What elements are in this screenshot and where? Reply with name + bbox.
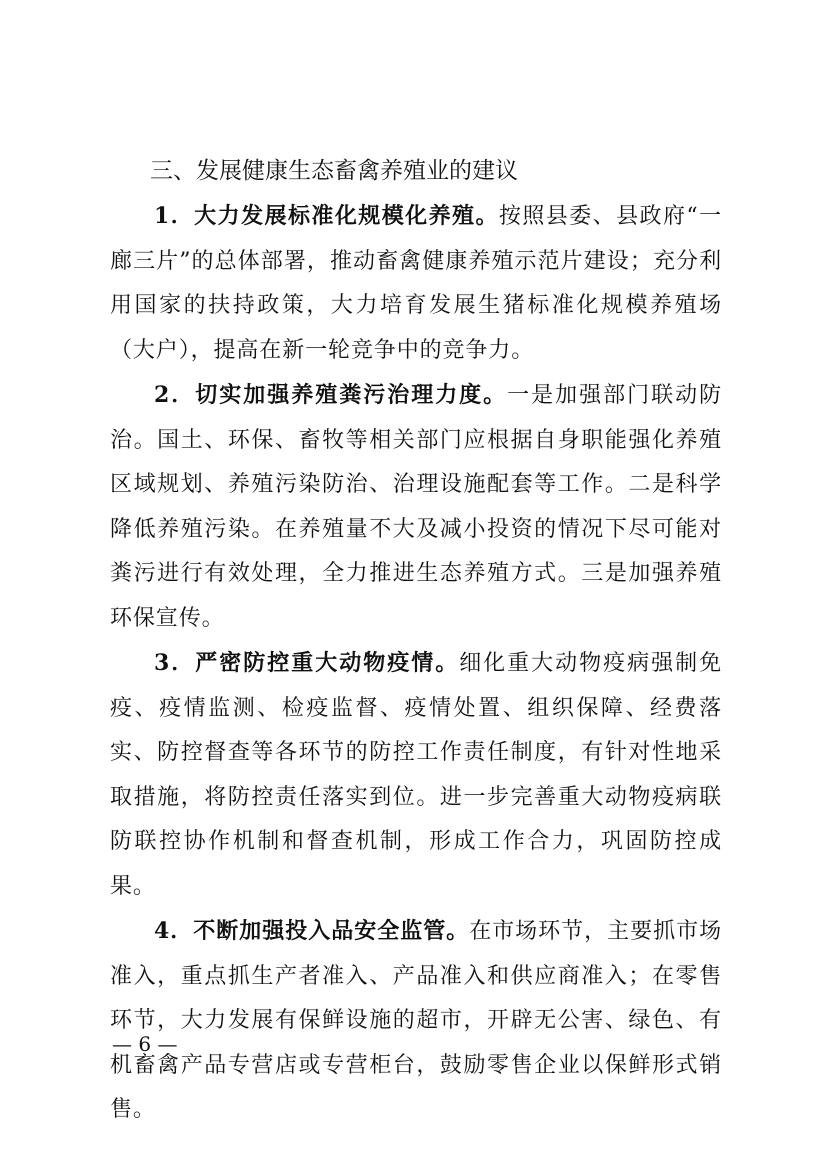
paragraph-input-supervision xyxy=(110,909,722,1133)
paragraph-text: 在市场环节，主要抓市场准入，重点抓生产者准入、产品准入和供应商准入；在零售环节，大力发展有保鲜设施的超市，开辟无公害、绿色、有机畜禽产品专营店或专营柜台，鼓励零售企业以保鲜形式销售。 xyxy=(110,919,722,1122)
page-number-dash-left: — xyxy=(112,1032,132,1056)
paragraph-epidemic-control xyxy=(110,641,722,909)
body-text xyxy=(110,194,722,1133)
paragraph-lead: 1．大力发展标准化规模化养殖。 xyxy=(154,203,499,229)
paragraph-lead: 3．严密防控重大动物疫情。 xyxy=(154,650,460,676)
paragraph-standardized-farming xyxy=(110,194,722,373)
page-number xyxy=(112,1024,232,1064)
page-number-value: 6 xyxy=(138,1032,152,1056)
paragraph-manure-treatment xyxy=(110,373,722,641)
page-number-dash-right: — xyxy=(157,1032,178,1056)
paragraph-text: 按照县委、县政府“一廊三片”的总体部署，推动畜禽健康养殖示范片建设；充分利用国家的扶持政策，大力培育发展生猪标准化规模养殖场（大户），提高在新一轮竞争中的竞争力。 xyxy=(110,204,723,363)
paragraph-text: 细化重大动物疫病强制免疫、疫情监测、检疫监督、疫情处置、组织保障、经费落实、防控督查等各环节的防控工作责任制度，有针对性地采取措施，将防控责任落实到位。进一步完善重大动物疫病联防联控协作机制和督查机制，形成工作合力，巩固防控成果。 xyxy=(110,651,722,899)
paragraph-lead: 2．切实加强养殖粪污治理力度。 xyxy=(154,382,508,408)
paragraph-text: 一是加强部门联动防治。国土、环保、畜牧等相关部门应根据自身职能强化养殖区域规划、养殖污染防治、治理设施配套等工作。二是科学降低养殖污染。在养殖量不大及减小投资的情况下尽可能对粪污进行有效处理，全力推进生态养殖方式。三是加强养殖环保宣传。 xyxy=(110,383,722,631)
paragraph-lead: 4．不断加强投入品安全监管。 xyxy=(154,918,470,944)
section-heading: 三、发展健康生态畜禽养殖业的建议 xyxy=(150,158,518,184)
